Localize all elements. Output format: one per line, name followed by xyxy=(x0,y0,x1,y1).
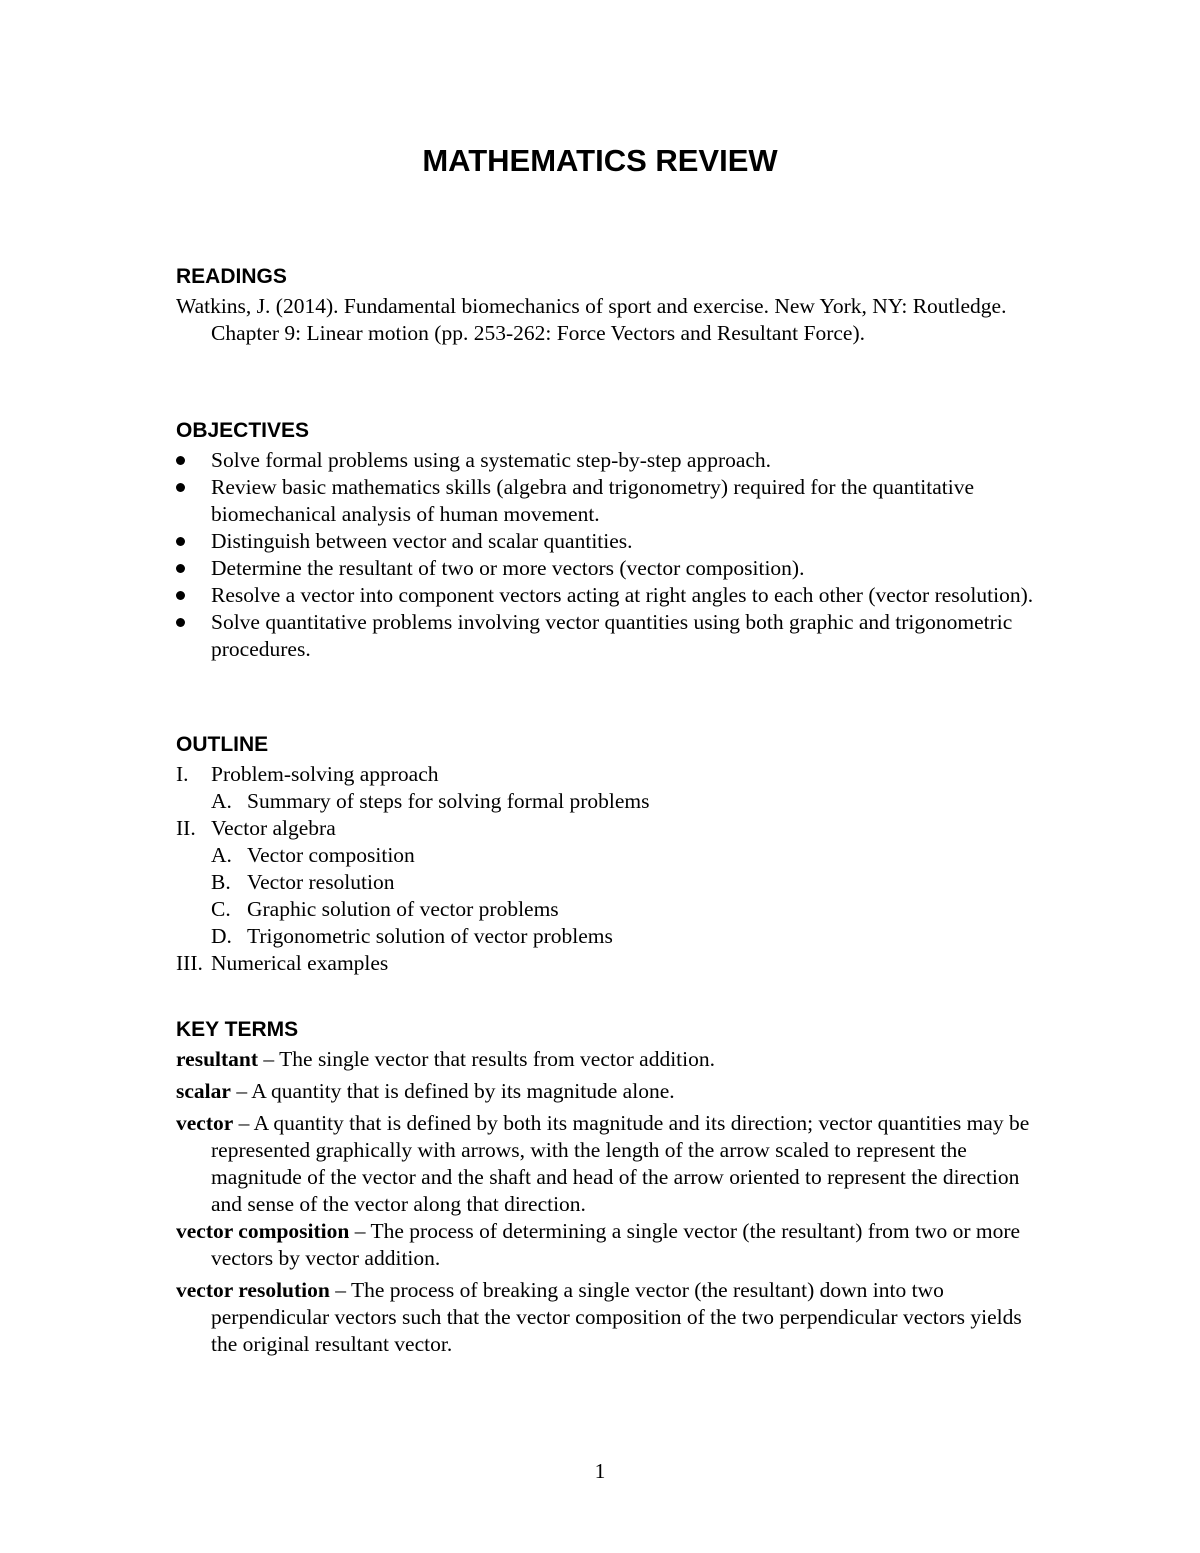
bullet-icon xyxy=(176,564,185,573)
objectives-list xyxy=(176,447,1036,663)
key-terms-section xyxy=(176,1016,1036,1363)
outline-number: C. xyxy=(211,897,231,921)
outline-item xyxy=(176,815,1036,842)
page-number: 1 xyxy=(594,1459,606,1483)
list-item xyxy=(176,555,1036,582)
key-term-definition: – The process of breaking a single vector (the resultant) down into two perpendicular vectors such that the vector composition of the two perpendicular vectors yields the original resultant vector. xyxy=(211,1278,1022,1356)
key-term-entry xyxy=(176,1078,1036,1105)
objective-text: Solve quantitative problems involving vector quantities using both graphic and trigonometric procedures. xyxy=(211,610,1013,661)
outline-subitem xyxy=(176,869,1036,896)
key-term-entry xyxy=(176,1110,1036,1218)
key-term-definition: – A quantity that is defined by its magnitude alone. xyxy=(230,1079,675,1103)
outline-text: Vector resolution xyxy=(247,870,395,894)
key-term-entry xyxy=(176,1046,1036,1073)
outline-item xyxy=(176,950,1036,977)
list-item xyxy=(176,582,1036,609)
key-term-name: vector xyxy=(176,1111,234,1135)
outline-subitem xyxy=(176,923,1036,950)
list-item xyxy=(176,474,1036,528)
outline-number: A. xyxy=(211,789,232,813)
key-term-name: vector resolution xyxy=(176,1278,330,1302)
outline-text: Trigonometric solution of vector problems xyxy=(247,924,613,948)
outline-item xyxy=(176,761,1036,788)
document-title: MATHEMATICS REVIEW xyxy=(422,143,778,178)
objective-text: Review basic mathematics skills (algebra and trigonometry) required for the quantitative biomechanical analysis of human movement. xyxy=(211,475,974,526)
outline-number: III. xyxy=(176,951,203,975)
bullet-icon xyxy=(176,591,185,600)
outline-text: Numerical examples xyxy=(211,951,389,975)
outline-section xyxy=(176,731,1036,977)
outline-number: D. xyxy=(211,924,232,948)
outline-number: A. xyxy=(211,843,232,867)
bullet-icon xyxy=(176,483,185,492)
key-term-definition: – The process of determining a single vector (the resultant) from two or more vectors by vector addition. xyxy=(211,1219,1021,1270)
key-term-name: resultant xyxy=(176,1047,259,1071)
objective-text: Solve formal problems using a systematic step-by-step approach. xyxy=(211,448,772,472)
objective-text: Distinguish between vector and scalar quantities. xyxy=(211,529,633,553)
key-term-name: vector composition xyxy=(176,1219,350,1243)
objectives-heading: OBJECTIVES xyxy=(176,419,310,442)
key-term-definition: – The single vector that results from vector addition. xyxy=(258,1047,715,1071)
key-term-name: scalar xyxy=(176,1079,231,1103)
outline-subitem xyxy=(176,788,1036,815)
outline-number: II. xyxy=(176,816,196,840)
readings-section xyxy=(176,263,1036,347)
outline-number: B. xyxy=(211,870,231,894)
list-item xyxy=(176,528,1036,555)
objectives-section xyxy=(176,417,1036,663)
bullet-icon xyxy=(176,456,185,465)
readings-citation: Watkins, J. (2014). Fundamental biomechanics of sport and exercise. New York, NY: Routledge. Chapter 9: Linear motion (pp. 253-262: Force Vectors and Resultant Force). xyxy=(176,294,1007,345)
objective-text: Resolve a vector into component vectors acting at right angles to each other (vector resolution). xyxy=(211,583,1034,607)
list-item xyxy=(176,447,1036,474)
key-term-entry xyxy=(176,1218,1036,1272)
key-term-entry xyxy=(176,1277,1036,1358)
outline-text: Vector algebra xyxy=(211,816,336,840)
outline-number: I. xyxy=(176,762,189,786)
key-term-definition: – A quantity that is defined by both its magnitude and its direction; vector quantities may be represented graphically with arrows, with the length of the arrow scaled to represent the magnitude of the vector and the shaft and head of the arrow oriented to represent the direction and sense of the vector along that direction. xyxy=(211,1111,1030,1216)
outline-subitem xyxy=(176,842,1036,869)
bullet-icon xyxy=(176,618,185,627)
outline-text: Summary of steps for solving formal problems xyxy=(247,789,650,813)
bullet-icon xyxy=(176,537,185,546)
key-terms-heading: KEY TERMS xyxy=(176,1018,299,1041)
outline-text: Problem-solving approach xyxy=(211,762,439,786)
outline-text: Vector composition xyxy=(247,843,415,867)
outline-subitem xyxy=(176,896,1036,923)
list-item xyxy=(176,609,1036,663)
readings-heading: READINGS xyxy=(176,265,287,288)
outline-text: Graphic solution of vector problems xyxy=(247,897,559,921)
outline-heading: OUTLINE xyxy=(176,733,269,756)
objective-text: Determine the resultant of two or more vectors (vector composition). xyxy=(211,556,805,580)
